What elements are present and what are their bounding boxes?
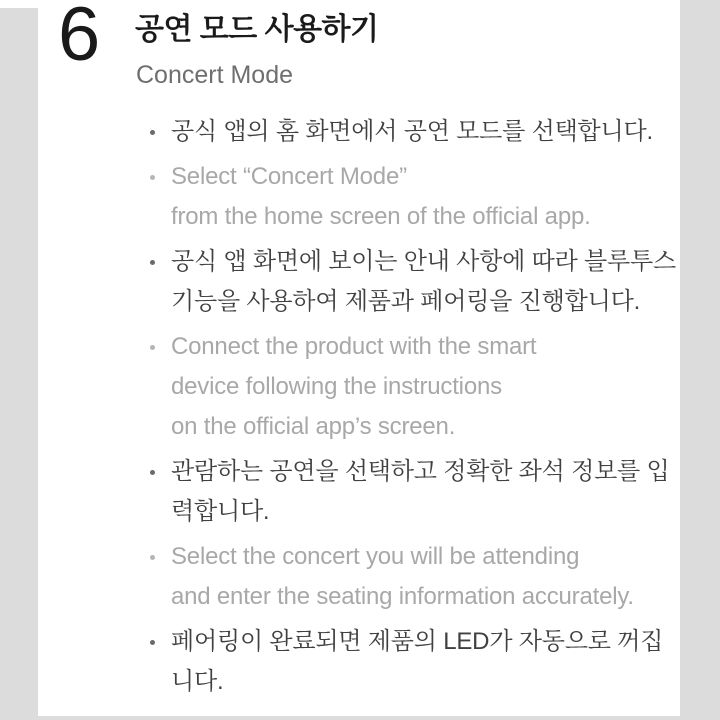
instruction-item-korean xyxy=(135,622,680,702)
page-edge-left xyxy=(0,8,38,720)
instruction-item-english xyxy=(135,537,680,617)
page-edge-bottom xyxy=(0,716,720,720)
instruction-line: 기능을 사용하여 제품과 페어링을 진행합니다. xyxy=(171,288,641,315)
instruction-line: 공식 앱의 홈 화면에서 공연 모드를 선택합니다. xyxy=(171,118,653,145)
instruction-line: Select the concert you will be attending xyxy=(171,543,580,570)
bullet-dot-icon xyxy=(150,260,155,265)
instruction-item-korean xyxy=(135,112,680,152)
instruction-line: 관람하는 공연을 선택하고 정확한 좌석 정보를 입 xyxy=(171,458,670,485)
instruction-item-english xyxy=(135,327,680,447)
instruction-item-korean xyxy=(135,242,680,322)
instruction-line: 공식 앱 화면에 보이는 안내 사항에 따라 블루투스 xyxy=(171,248,676,275)
section-title-korean: 공연 모드 사용하기 xyxy=(135,13,379,46)
section-number: 6 xyxy=(58,0,100,77)
bullet-dot-icon xyxy=(150,175,155,180)
instruction-line: on the official app’s screen. xyxy=(171,413,456,440)
bullet-dot-icon xyxy=(150,555,155,560)
instruction-line: from the home screen of the official app. xyxy=(171,203,591,230)
instruction-line: Select “Concert Mode” xyxy=(171,163,407,190)
instruction-item-english xyxy=(135,157,680,237)
bullet-dot-icon xyxy=(150,470,155,475)
instruction-item-korean xyxy=(135,452,680,532)
bullet-dot-icon xyxy=(150,345,155,350)
instruction-line: 력합니다. xyxy=(171,498,270,525)
instruction-line: 페어링이 완료되면 제품의 LED가 자동으로 꺼집 xyxy=(171,628,664,655)
bullet-dot-icon xyxy=(150,130,155,135)
instruction-line: and enter the seating information accurately. xyxy=(171,583,634,610)
instruction-list xyxy=(135,112,680,707)
bullet-dot-icon xyxy=(150,640,155,645)
instruction-line: Connect the product with the smart xyxy=(171,333,537,360)
instruction-line: device following the instructions xyxy=(171,373,502,400)
instruction-line: 니다. xyxy=(171,668,224,695)
page-edge-right xyxy=(680,0,720,720)
section-title-english: Concert Mode xyxy=(136,61,294,89)
